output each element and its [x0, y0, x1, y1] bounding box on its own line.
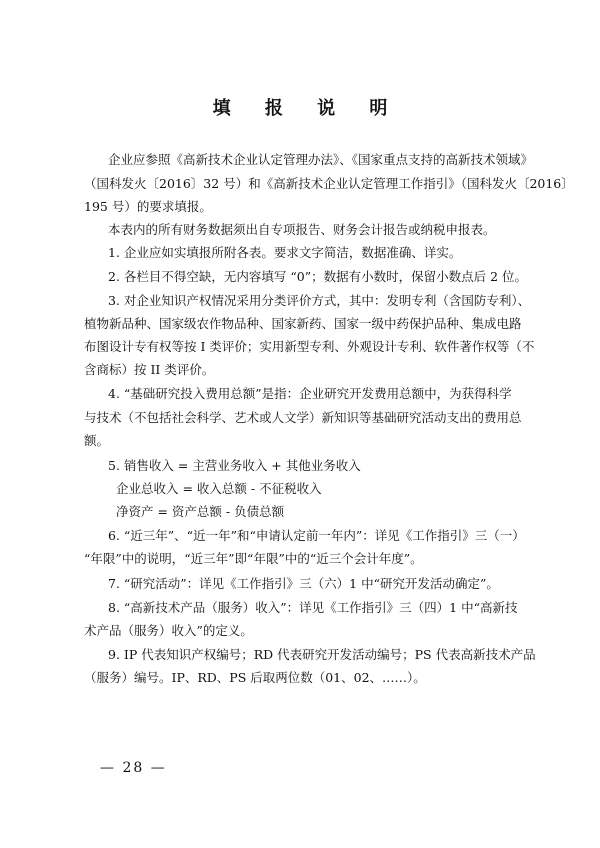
item-5-formula: 企业总收入 = 收入总额 - 不征税收入	[116, 481, 322, 496]
item-8-line: 术产品（服务）收入”的定义。	[84, 623, 253, 638]
item-3-line: 含商标）按 II 类评价。	[84, 362, 215, 377]
item-3-line: 3. 对企业知识产权情况采用分类评价方式，其中：发明专利（含国防专利）、	[108, 293, 531, 308]
item-3-line: 植物新品种、国家级农作物品种、国家新药、国家一级中药保护品种、集成电路	[84, 316, 522, 331]
paragraph-line: 195 号）的要求填报。	[84, 199, 212, 214]
item-6-line: 6. “近三年”、“近一年”和“申请认定前一年内”：详见《工作指引》三（一）	[108, 528, 525, 543]
item-4-line: 额。	[84, 433, 110, 448]
page-title: 填 报 说 明	[212, 98, 402, 119]
item-5-formula: 净资产 = 资产总额 - 负债总额	[116, 504, 285, 519]
item-2: 2. 各栏目不得空缺，无内容填写 “0”；数据有小数时，保留小数点后 2 位。	[108, 269, 528, 284]
item-6-line: “年限”中的说明，“近三年”即“年限”中的“近三个会计年度”。	[84, 551, 423, 566]
item-1: 1. 企业应如实填报所附各表。要求文字简洁，数据准确、详实。	[108, 245, 462, 260]
page-number: — 28 —	[100, 760, 167, 776]
item-9-line: （服务）编号。IP、RD、PS 后取两位数（01、02、……）。	[84, 670, 426, 685]
paragraph-line: （国科发火〔2016〕32 号）和《高新技术企业认定管理工作指引》（国科发火〔2016〕	[84, 176, 574, 191]
item-8-line: 8. “高新技术产品（服务）收入”：详见《工作指引》三（四）1 中“高新技	[108, 600, 518, 615]
item-7: 7. “研究活动”：详见《工作指引》三（六）1 中“研究开发活动确定”。	[108, 576, 499, 591]
item-3-line: 布图设计专有权等按 I 类评价；实用新型专利、外观设计专利、软件著作权等（不	[84, 339, 535, 354]
item-4-line: 4. “基础研究投入费用总额”是指：企业研究开发费用总额中，为获得科学	[108, 386, 512, 401]
item-9-line: 9. IP 代表知识产权编号；RD 代表研究开发活动编号；PS 代表高新技术产品	[108, 647, 536, 662]
item-4-line: 与技术（不包括社会科学、艺术或人文学）新知识等基础研究活动支出的费用总	[84, 410, 522, 425]
paragraph-line: 本表内的所有财务数据须出自专项报告、财务会计报告或纳税申报表。	[108, 222, 496, 237]
item-5-formula: 5. 销售收入 = 主营业务收入 + 其他业务收入	[108, 458, 361, 473]
paragraph-line: 企业应参照《高新技术企业认定管理办法》、《国家重点支持的高新技术领域》	[108, 152, 534, 167]
